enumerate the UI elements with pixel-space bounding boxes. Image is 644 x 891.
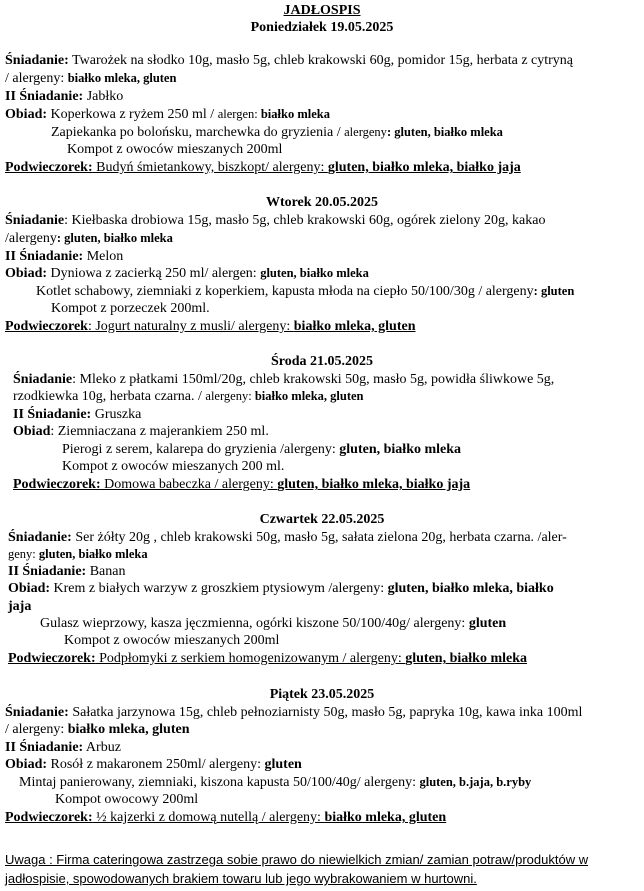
monday-date: Poniedziałek 19.05.2025	[250, 20, 394, 35]
tuesday-lunch-soup: Obiad: Dyniowa z zacierką 250 ml/ alergen: gluten, białko mleka	[5, 266, 369, 281]
footer-note-line2: jadłospisie, spowodowanych brakiem towaru lub jego wybrakowaniem w hurtowni.	[5, 871, 477, 886]
friday-breakfast: Śniadanie: Sałatka jarzynowa 15g, chleb pełnoziarnisty 50g, masło 5g, papryka 10g, kawa inka 100ml	[5, 705, 583, 720]
wednesday-date: Środa 21.05.2025	[270, 354, 374, 369]
friday-second-breakfast: II Śniadanie: Arbuz	[5, 740, 121, 755]
friday-date: Piątek 23.05.2025	[269, 687, 375, 702]
thursday-date: Czwartek 22.05.2025	[259, 512, 385, 527]
friday-lunch-soup: Obiad: Rosół z makaronem 250ml/ alergeny: gluten	[5, 757, 302, 772]
monday-lunch-soup: Obiad: Koperkowa z ryżem 250 ml / alergen: białko mleka	[5, 107, 330, 122]
thursday-breakfast-allergens: geny: gluten, białko mleka	[8, 547, 148, 561]
monday-lunch-drink: Kompot z owoców mieszanych 200ml	[67, 142, 283, 157]
wednesday-lunch-soup: Obiad: Ziemniaczana z majerankiem 250 ml.	[13, 424, 269, 439]
tuesday-second-breakfast: II Śniadanie: Melon	[5, 249, 124, 264]
tuesday-lunch-drink: Kompot z porzeczek 200ml.	[51, 301, 210, 316]
thursday-breakfast: Śniadanie: Ser żółty 20g , chleb krakowski 50g, masło 5g, sałata zielona 20g, herbata czarna. /aler-	[8, 530, 567, 545]
thursday-lunch-soup: Obiad: Krem z białych warzyw z groszkiem ptysiowym /alergeny: gluten, białko mleka, białko	[8, 581, 554, 596]
friday-breakfast-allergens: / alergeny: białko mleka, gluten	[5, 722, 190, 737]
monday-breakfast-allergens: / alergeny: białko mleka, gluten	[5, 71, 177, 86]
friday-snack: Podwieczorek: ½ kajzerki z domową nutellą / alergeny: białko mleka, gluten	[5, 810, 447, 825]
wednesday-lunch-drink: Kompot z owoców mieszanych 200 ml.	[62, 459, 285, 474]
thursday-lunch-drink: Kompot z owoców mieszanych 200ml	[64, 633, 280, 648]
monday-lunch-main: Zapiekanka po bolońsku, marchewka do gryzienia / alergeny: gluten, białko mleka	[51, 125, 503, 140]
wednesday-lunch-main: Pierogi z serem, kalarepa do gryzienia /alergeny: gluten, białko mleka	[62, 442, 462, 457]
monday-second-breakfast: II Śniadanie: Jabłko	[5, 89, 124, 104]
monday-snack: Podwieczorek: Budyń śmietankowy, biszkopt/ alergeny: gluten, białko mleka, białko jaja	[5, 160, 521, 175]
tuesday-date: Wtorek 20.05.2025	[265, 195, 379, 210]
thursday-second-breakfast: II Śniadanie: Banan	[8, 564, 126, 579]
thursday-snack: Podwieczorek: Podpłomyki z serkiem homogenizowanym / alergeny: gluten, białko mleka	[8, 651, 527, 666]
thursday-lunch-main: Gulasz wieprzowy, kasza jęczmienna, ogórki kiszone 50/100/40g/ alergeny: gluten	[40, 616, 507, 631]
tuesday-snack: Podwieczorek: Jogurt naturalny z musli/ alergeny: białko mleka, gluten	[5, 319, 416, 334]
tuesday-breakfast-allergens: /alergeny: gluten, białko mleka	[5, 231, 173, 246]
footer-note-line1: Uwaga : Firma cateringowa zastrzega sobie prawo do niewielkich zmian/ zamian potraw/produktów w	[5, 852, 589, 867]
thursday-lunch-soup-allergens-cont: jaja	[8, 599, 32, 614]
tuesday-lunch-main: Kotlet schabowy, ziemniaki z koperkiem, kapusta młoda na ciepło 50/100/30g / alergeny: gluten	[36, 284, 575, 299]
wednesday-breakfast: Śniadanie: Mleko z płatkami 150ml/20g, chleb krakowski 50g, masło 5g, powidła śliwkowe 5g,	[13, 372, 555, 387]
wednesday-second-breakfast: II Śniadanie: Gruszka	[13, 407, 142, 422]
wednesday-breakfast-cont: rzodkiewka 10g, herbata czarna. / alergeny: białko mleka, gluten	[13, 389, 364, 404]
friday-lunch-drink: Kompot owocowy 200ml	[55, 792, 199, 807]
page-title: JADŁOSPIS	[283, 3, 361, 18]
tuesday-breakfast: Śniadanie: Kiełbaska drobiowa 15g, masło 5g, chleb krakowski 60g, ogórek zielony 20g, kakao	[5, 213, 546, 228]
friday-lunch-main: Mintaj panierowany, ziemniaki, kiszona kapusta 50/100/40g/ alergeny: gluten, b.jaja, b.ryby	[19, 775, 532, 790]
wednesday-snack: Podwieczorek: Domowa babeczka / alergeny: gluten, białko mleka, białko jaja	[13, 477, 471, 492]
monday-breakfast: Śniadanie: Twarożek na słodko 10g, masło 5g, chleb krakowski 60g, pomidor 15g, herbata z cytryną	[5, 53, 574, 68]
